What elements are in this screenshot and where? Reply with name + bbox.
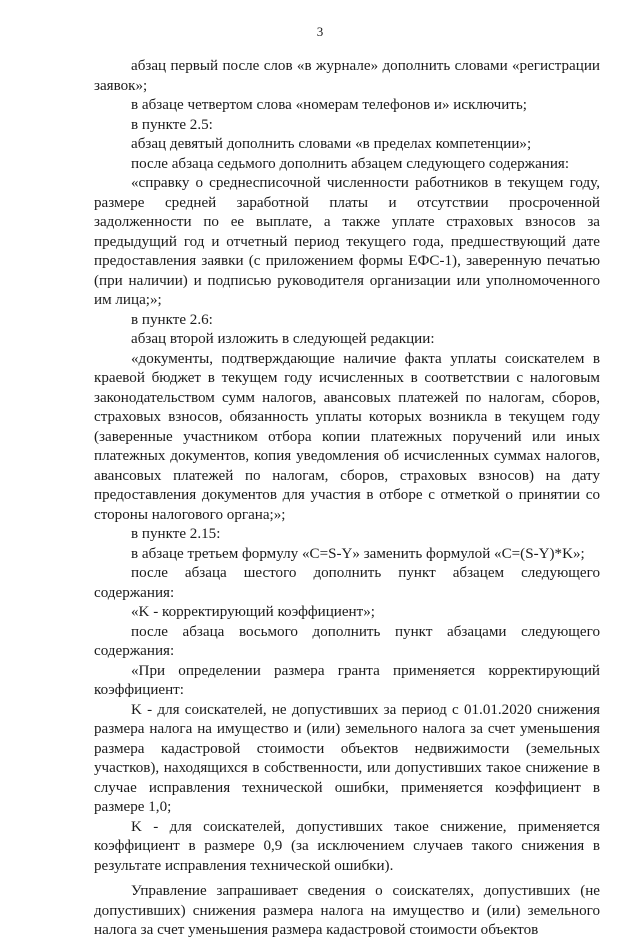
quoted-paragraph: «справку о среднесписочной численности работников в текущем году, размере средней заработной платы и отсутствии просроченной задолженности по ее выплате, а также уплате страховых взносов за предыдущий год и отчетный период текущего года, предшествующий дате предоставления заявки (с приложением формы ЕФС-1), заверенную печатью (при наличии) и подписью руководителя организации или уполномоченного им лица;»;: [94, 175, 600, 308]
paragraph: абзац первый после слов «в журнале» дополнить словами «регистрации заявок»;: [94, 58, 600, 94]
document-body: [94, 57, 600, 941]
paragraph: K - для соискателей, не допустивших за период с 01.01.2020 снижения размера налога на имущество и (или) земельного налога за счет уменьшения размера кадастровой стоимости объектов недвижимости (земельных участков), находящихся в собственности, или допустивших такое снижение в случае исправления технической ошибки, применяется коэффициент в размере 1,0;: [94, 701, 600, 815]
quoted-paragraph: «K - корректирующий коэффициент»;: [131, 604, 375, 620]
paragraph: после абзаца седьмого дополнить абзацем следующего содержания:: [131, 155, 570, 172]
page-number: 3: [316, 24, 324, 39]
paragraph: Управление запрашивает сведения о соискателях, допустивших (не допустивших) снижения размера налога на имущество и (или) земельного налога за счет уменьшения размера кадастровой стоимости объектов: [94, 883, 600, 938]
paragraph: абзац второй изложить в следующей редакции:: [131, 331, 435, 347]
quoted-paragraph: «При определении размера гранта применяется корректирующий коэффициент:: [94, 662, 600, 698]
paragraph: абзац девятый дополнить словами «в пределах компетенции»;: [131, 136, 532, 152]
paragraph: после абзаца шестого дополнить пункт абзацем следующего содержания:: [94, 565, 600, 601]
paragraph: в пункте 2.5:: [131, 116, 213, 133]
paragraph: в абзаце третьем формулу «C=S-Y» заменить формулой «C=(S-Y)*K»;: [131, 545, 585, 562]
quoted-paragraph: «документы, подтверждающие наличие факта уплаты соискателем в краевой бюджет в текущем году исчисленных в соответствии с налоговым законодательством сумм налогов, авансовых платежей по налогам, сборов, страховых взносов, обязанность уплаты которых возникла в текущем году (заверенные участником отбора копии платежных поручений или иных платежных документов, копия уведомления об исчисленных суммах налогов, авансовых платежей по налогам, сборов, страховых взносов) на дату предоставления документов для участия в отборе с отметкой о принятии со стороны налогового органа;»;: [94, 350, 600, 523]
paragraph: после абзаца восьмого дополнить пункт абзацами следующего содержания:: [94, 623, 600, 659]
paragraph: в пункте 2.6:: [131, 311, 213, 328]
paragraph: в пункте 2.15:: [131, 526, 221, 542]
paragraph: в абзаце четвертом слова «номерам телефонов и» исключить;: [131, 97, 527, 113]
paragraph: K - для соискателей, допустивших такое снижение, применяется коэффициент в размере 0,9 (за исключением случаев такого снижения в результате исправления технической ошибки).: [94, 818, 600, 874]
